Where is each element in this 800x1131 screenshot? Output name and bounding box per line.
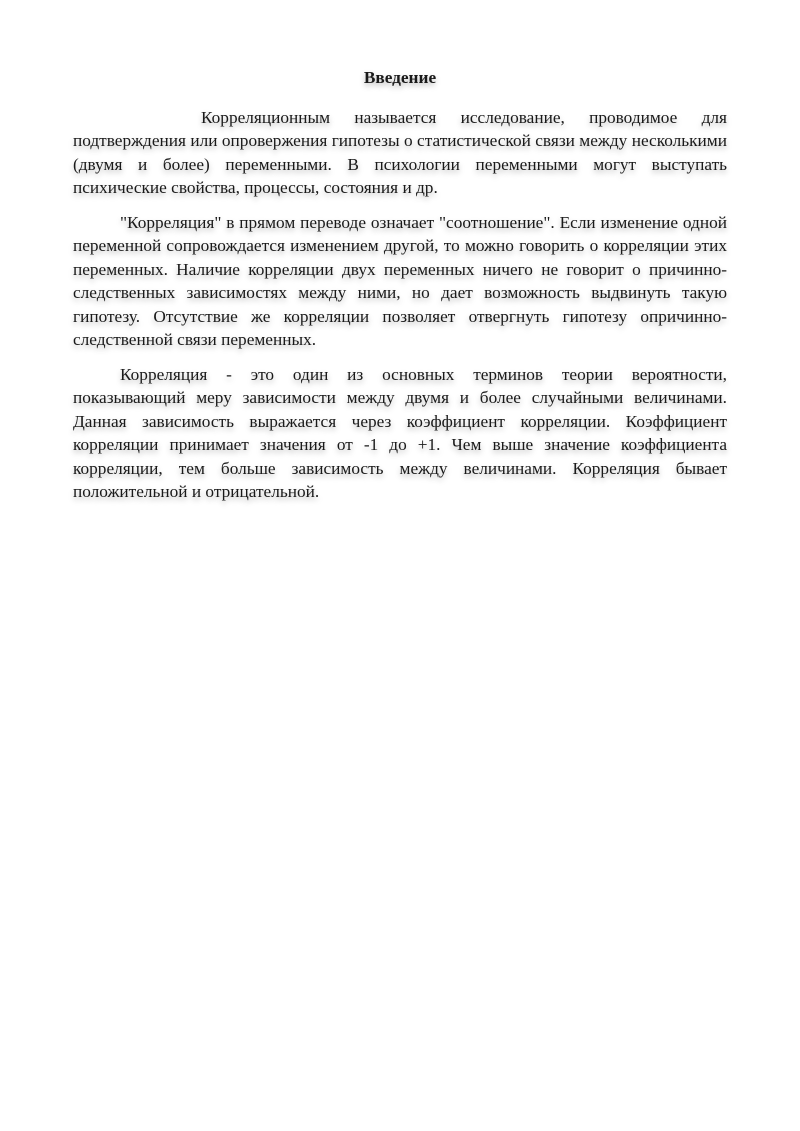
paragraph-2: "Корреляция" в прямом переводе означает "соотношение". Если изменение одной переменной сопровождается изменением другой, то можно говорить о корреляции этих переменных. Наличие корреляции двух переменных ничего не говорит о причинно-следственных зависимостях между ними, но дает возможность выдвинуть такую гипотезу. Отсутствие же корреляции позволяет отвергнуть гипотезу опричинно-следственной связи переменных. bbox=[73, 212, 727, 349]
paragraph-1: Корреляционным называется исследование, проводимое для подтверждения или опровержения гипотезы о статистической связи между несколькими (двумя и более) переменными. В психологии переменными могут выступать психические свойства, процессы, состояния и др. bbox=[73, 107, 727, 197]
paragraph-3: Корреляция - это один из основных терминов теории вероятности, показывающий меру зависимости между двумя и более случайными величинами. Данная зависимость выражается через коэффициент корреляции. Коэффициент корреляции принимает значения от -1 до +1. Чем выше значение коэффициента корреляции, тем больше зависимость между величинами. Корреляция бывает положительной и отрицательной. bbox=[73, 364, 727, 501]
document-title: Введение bbox=[363, 68, 437, 87]
document-body bbox=[73, 66, 727, 515]
